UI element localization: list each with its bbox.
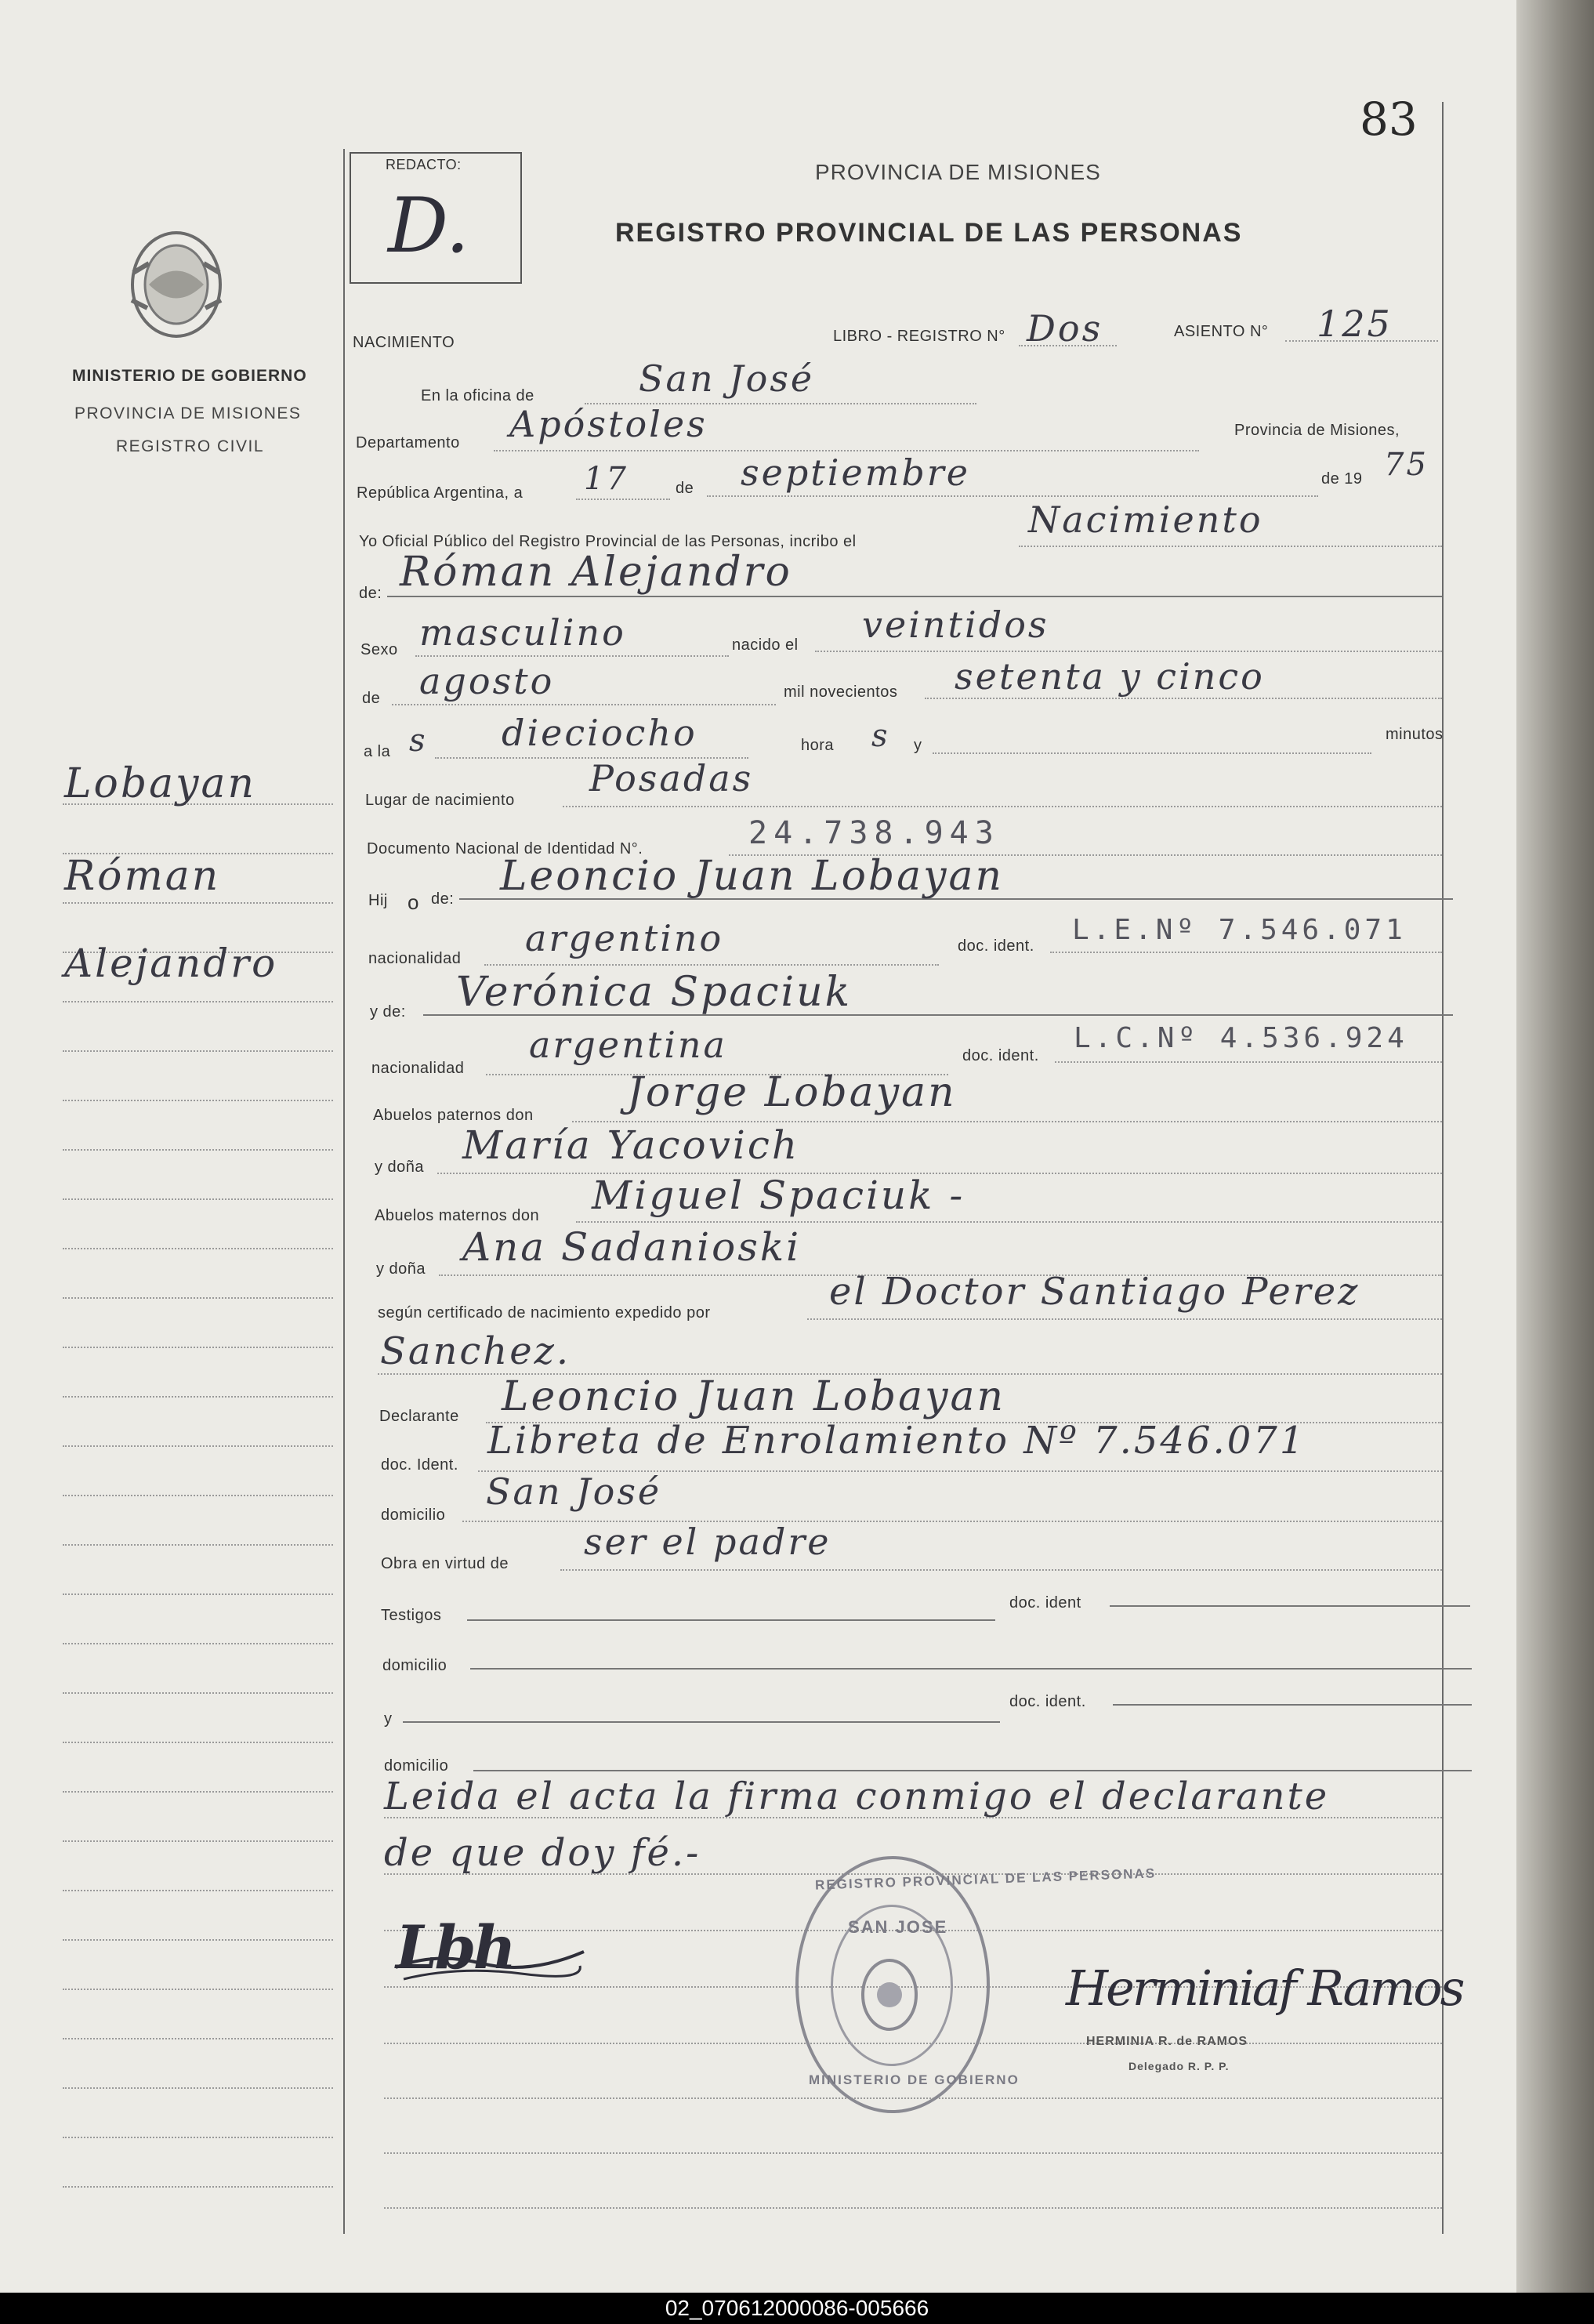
domicilio2-label: domicilio	[382, 1657, 447, 1674]
declarant-signature: Lbh	[396, 1912, 513, 1982]
stamp-outer-text: REGISTRO PROVINCIAL DE LAS PERSONAS	[814, 1865, 1157, 1893]
margin-ruled-line	[63, 1890, 333, 1891]
oficial-line	[1019, 546, 1442, 547]
day-line	[576, 499, 670, 500]
doc-ident-label: doc. Ident.	[381, 1456, 458, 1474]
footer-caption: 02_070612000086-005666	[0, 2293, 1594, 2324]
mother-value: Verónica Spaciuk	[456, 969, 853, 1016]
y-label: y	[914, 737, 922, 754]
abuelos-maternos-label: Abuelos maternos don	[375, 1207, 540, 1224]
margin-ruled-line	[63, 1198, 333, 1200]
lugar-label: Lugar de nacimiento	[365, 792, 515, 809]
domicilio3-line	[473, 1770, 1472, 1771]
margin-ruled-line	[63, 1050, 333, 1052]
official-title: Delegado R. P. P.	[1128, 2060, 1230, 2072]
sexo-value: masculino	[419, 611, 626, 654]
testigos-doc-label: doc. ident	[1009, 1594, 1081, 1612]
hijo-de-label: de:	[431, 890, 455, 908]
departamento-value: Apóstoles	[509, 403, 708, 445]
page-edge-shadow	[1516, 0, 1594, 2293]
obra-label: Obra en virtud de	[381, 1555, 509, 1572]
closing-line-1: Leida el acta la firma conmigo el declarante	[384, 1775, 1330, 1818]
oficial-label: Yo Oficial Público del Registro Provincial de las Personas, incribo el	[359, 533, 857, 550]
left-column-rule	[343, 149, 345, 2234]
nacido-label: nacido el	[732, 636, 799, 654]
certificado-line	[807, 1318, 1442, 1320]
margin-ruled-line	[63, 1100, 333, 1101]
person-value: Róman Alejandro	[400, 549, 792, 596]
hijo-label: Hij	[368, 892, 388, 909]
person-label: de:	[359, 585, 382, 602]
dni-label: Documento Nacional de Identidad N°.	[367, 840, 643, 857]
closing-rule-1	[384, 1817, 1442, 1818]
month-value: septiembre	[741, 451, 970, 494]
margin-ruled-line	[63, 1445, 333, 1447]
dni-value: 24.738.943	[748, 815, 1000, 851]
republica-label: República Argentina, a	[357, 484, 523, 502]
ministry-title: MINISTERIO DE GOBIERNO	[72, 367, 307, 385]
ministry-province: PROVINCIA DE MISIONES	[74, 404, 302, 422]
abuela-paterna-value: María Yacovich	[462, 1122, 800, 1168]
nacionalidad1-value: argentino	[525, 917, 724, 959]
margin-ruled-line	[63, 2038, 333, 2039]
doc2-label: doc. ident.	[962, 1047, 1039, 1064]
abuelos-paternos-label: Abuelos paternos don	[373, 1107, 534, 1124]
father-value: Leoncio Juan Lobayan	[500, 853, 1005, 900]
margin-ruled-line	[63, 1643, 333, 1644]
person-line	[387, 596, 1442, 597]
obra-value: ser el padre	[584, 1521, 831, 1563]
hora-label: hora	[801, 737, 835, 754]
de-label: de	[676, 480, 694, 497]
margin-second-name: Alejandro	[64, 941, 278, 986]
domicilio-value: San José	[486, 1470, 662, 1513]
domicilio-label: domicilio	[381, 1506, 446, 1524]
registry-heading: REGISTRO PROVINCIAL DE LAS PERSONAS	[615, 218, 1243, 248]
ministry-registro: REGISTRO CIVIL	[116, 437, 265, 455]
oficina-label: En la oficina de	[421, 387, 534, 404]
margin-ruled-line	[63, 1544, 333, 1546]
year-value: 75	[1384, 447, 1429, 483]
libro-label: LIBRO - REGISTRO N°	[833, 328, 1005, 345]
sexo-line	[415, 655, 729, 657]
certificado-value: el Doctor Santiago Perez	[829, 1270, 1360, 1314]
abuela-materna-value: Ana Sadanioski	[462, 1224, 802, 1270]
domicilio2-line	[470, 1668, 1472, 1670]
margin-first-name: Róman	[64, 853, 221, 900]
certificado-label: según certificado de nacimiento expedido por	[378, 1304, 711, 1322]
testigos-line	[467, 1619, 995, 1621]
testigo2-doc-label: doc. ident.	[1009, 1693, 1086, 1710]
margin-ruled-line	[63, 1742, 333, 1743]
abuelos-paternos-value: Jorge Lobayan	[627, 1069, 957, 1116]
month-line	[707, 495, 1318, 497]
redacto-mark: D.	[388, 182, 470, 270]
certificado-value-2: Sanchez.	[380, 1329, 571, 1373]
lugar-line	[563, 806, 1442, 807]
margin-ruled-line	[63, 2087, 333, 2089]
margin-ruled-line	[63, 1939, 333, 1941]
margin-ruled-line	[63, 2186, 333, 2188]
signature-scribble-icon	[388, 1920, 592, 1991]
birth-month-value: agosto	[419, 660, 555, 702]
departamento-label: Departamento	[356, 434, 460, 451]
margin-ruled-line	[63, 1297, 333, 1299]
nacionalidad2-value: argentina	[529, 1024, 727, 1066]
doc1-value: L.E.Nº 7.546.071	[1072, 914, 1407, 946]
doc2-line	[1055, 1061, 1442, 1063]
margin-ruled-line	[63, 1149, 333, 1151]
ruled-line	[384, 2207, 1442, 2209]
official-signature: Herminiaf Ramos	[1066, 1960, 1463, 2017]
asiento-label: ASIENTO N°	[1174, 323, 1269, 340]
margin-ruled-line	[63, 1347, 333, 1348]
margin-ruled-line	[63, 1593, 333, 1595]
redacto-label: REDACTO:	[386, 157, 462, 172]
nacido-line	[815, 651, 1442, 652]
margin-ruled-line	[63, 1248, 333, 1249]
libro-value: Dos	[1027, 307, 1103, 350]
right-margin-rule	[1442, 102, 1444, 2234]
alas-label: a la	[364, 743, 391, 760]
page-number: 83	[1360, 92, 1418, 146]
hora-value: dieciocho	[502, 712, 697, 754]
doc1-line	[1050, 952, 1442, 953]
stamp-emblem-icon	[854, 1952, 925, 2038]
stamp-inner-text: SAN JOSE	[848, 1917, 948, 1937]
nacionalidad1-line	[484, 964, 939, 966]
testigos-doc-line	[1110, 1605, 1470, 1607]
ruled-line	[384, 2152, 1442, 2154]
act-type-label: NACIMIENTO	[353, 334, 455, 351]
margin-ruled-line	[63, 902, 333, 904]
mother-label: y de:	[370, 1003, 406, 1021]
day-value: 17	[584, 461, 629, 497]
margin-ruled-line	[63, 1001, 333, 1002]
doc2-value: L.C.Nº 4.536.924	[1074, 1022, 1408, 1054]
margin-ruled-line	[63, 1840, 333, 1842]
hora-suffix: s	[871, 718, 890, 754]
closing-line-2: de que doy fé.-	[384, 1831, 701, 1875]
doc-ident-value: Libreta de Enrolamiento Nº 7.546.071	[487, 1419, 1306, 1463]
province-heading: PROVINCIA DE MISIONES	[815, 160, 1101, 184]
declarante-value: Leoncio Juan Lobayan	[502, 1373, 1006, 1420]
sexo-label: Sexo	[360, 641, 398, 658]
minutos-line	[933, 752, 1371, 754]
nacido-value: veintidos	[862, 604, 1049, 646]
abuelos-maternos-line	[576, 1221, 1442, 1223]
alas-suffix: s	[409, 723, 428, 759]
hijo-suffix: o	[408, 890, 419, 914]
provincia-label: Provincia de Misiones,	[1234, 422, 1400, 439]
margin-ruled-line	[63, 1692, 333, 1694]
stamp-bottom-text: MINISTERIO DE GOBIERNO	[809, 2072, 1020, 2087]
y2-label: y	[384, 1710, 393, 1728]
margin-ruled-line	[63, 1396, 333, 1398]
margin-surname: Lobayan	[64, 760, 256, 807]
margin-ruled-line	[63, 1989, 333, 1990]
minutos-label: minutos	[1386, 726, 1444, 743]
abuela-paterna-label: y doña	[375, 1158, 425, 1176]
mil-label: mil novecientos	[784, 683, 898, 701]
doc1-label: doc. ident.	[958, 937, 1034, 955]
domicilio3-label: domicilio	[384, 1757, 449, 1775]
birth-month-line	[392, 704, 776, 705]
mil-value: setenta y cinco	[955, 655, 1265, 698]
mil-line	[925, 698, 1442, 699]
year-prefix: de 19	[1321, 470, 1363, 488]
testigo2-doc-line	[1113, 1704, 1472, 1706]
birth-month-label: de	[362, 690, 381, 707]
abuelos-maternos-value: Miguel Spaciuk -	[592, 1173, 965, 1218]
testigo2-line	[403, 1721, 1000, 1723]
asiento-value: 125	[1317, 303, 1393, 345]
margin-ruled-line	[63, 2137, 333, 2138]
obra-line	[560, 1569, 1442, 1571]
coat-of-arms-icon	[118, 226, 235, 343]
oficina-value: San José	[639, 357, 815, 400]
declarante-label: Declarante	[379, 1408, 459, 1425]
abuela-materna-label: y doña	[376, 1260, 426, 1278]
margin-ruled-line	[63, 1495, 333, 1496]
margin-ruled-line	[63, 1791, 333, 1793]
testigos-label: Testigos	[381, 1607, 442, 1624]
official-name: HERMINIA R. de RAMOS	[1086, 2035, 1248, 2048]
nacionalidad1-label: nacionalidad	[368, 950, 462, 967]
oficial-value: Nacimiento	[1028, 499, 1263, 541]
lugar-value: Posadas	[589, 757, 754, 799]
nacionalidad2-label: nacionalidad	[371, 1060, 465, 1077]
